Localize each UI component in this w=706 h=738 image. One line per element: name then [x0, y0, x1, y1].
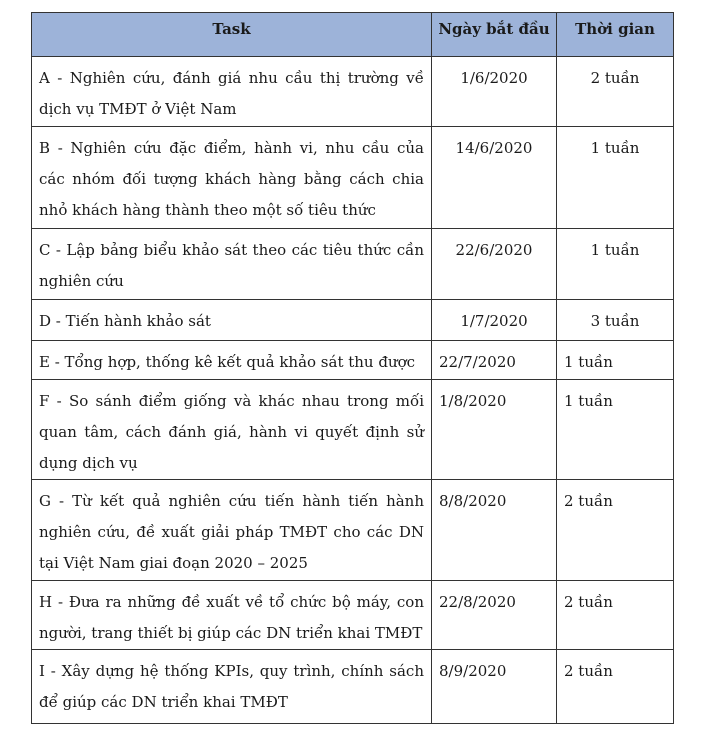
table-row: [32, 229, 674, 300]
task-cell: A - Nghiên cứu, đánh giá nhu cầu thị trường về dịch vụ TMĐT ở Việt Nam: [32, 57, 432, 127]
table-row: [32, 300, 674, 341]
duration-cell: 2 tuần: [557, 480, 674, 581]
table-row: [32, 480, 674, 581]
start-date-cell: 8/9/2020: [432, 650, 557, 724]
table-row: [32, 127, 674, 229]
table-row: [32, 57, 674, 127]
duration-cell: 3 tuần: [557, 300, 674, 341]
start-date-cell: 1/7/2020: [432, 300, 557, 341]
duration-cell: 1 tuần: [557, 229, 674, 300]
task-cell: C - Lập bảng biểu khảo sát theo các tiêu thức cần nghiên cứu: [32, 229, 432, 300]
header-start-date: Ngày bắt đầu: [432, 13, 557, 57]
task-cell: D - Tiến hành khảo sát: [32, 300, 432, 341]
start-date-cell: 22/7/2020: [432, 341, 557, 380]
start-date-cell: 14/6/2020: [432, 127, 557, 229]
header-task: Task: [32, 13, 432, 57]
start-date-cell: 22/6/2020: [432, 229, 557, 300]
start-date-cell: 1/6/2020: [432, 57, 557, 127]
task-cell: B - Nghiên cứu đặc điểm, hành vi, nhu cầu của các nhóm đối tượng khách hàng bằng cách chia nhỏ khách hàng thành theo một số tiêu thức: [32, 127, 432, 229]
duration-cell: 2 tuần: [557, 650, 674, 724]
start-date-cell: 8/8/2020: [432, 480, 557, 581]
task-cell: H - Đưa ra những đề xuất về tổ chức bộ máy, con người, trang thiết bị giúp các DN triển khai TMĐT: [32, 581, 432, 650]
task-cell: G - Từ kết quả nghiên cứu tiến hành tiến hành nghiên cứu, đề xuất giải pháp TMĐT cho các DN tại Việt Nam giai đoạn 2020 – 2025: [32, 480, 432, 581]
table-header-row: [32, 13, 674, 57]
table-row: [32, 581, 674, 650]
table-row: [32, 380, 674, 480]
duration-cell: 2 tuần: [557, 581, 674, 650]
duration-cell: 1 tuần: [557, 341, 674, 380]
task-cell: I - Xây dựng hệ thống KPIs, quy trình, chính sách để giúp các DN triển khai TMĐT: [32, 650, 432, 724]
task-cell: F - So sánh điểm giống và khác nhau trong mối quan tâm, cách đánh giá, hành vi quyết định sử dụng dịch vụ: [32, 380, 432, 480]
duration-cell: 1 tuần: [557, 380, 674, 480]
duration-cell: 1 tuần: [557, 127, 674, 229]
start-date-cell: 1/8/2020: [432, 380, 557, 480]
table-row: [32, 650, 674, 724]
start-date-cell: 22/8/2020: [432, 581, 557, 650]
header-duration: Thời gian: [557, 13, 674, 57]
task-cell: E - Tổng hợp, thống kê kết quả khảo sát thu được: [32, 341, 432, 380]
task-schedule-table: [31, 12, 674, 724]
duration-cell: 2 tuần: [557, 57, 674, 127]
table-row: [32, 341, 674, 380]
